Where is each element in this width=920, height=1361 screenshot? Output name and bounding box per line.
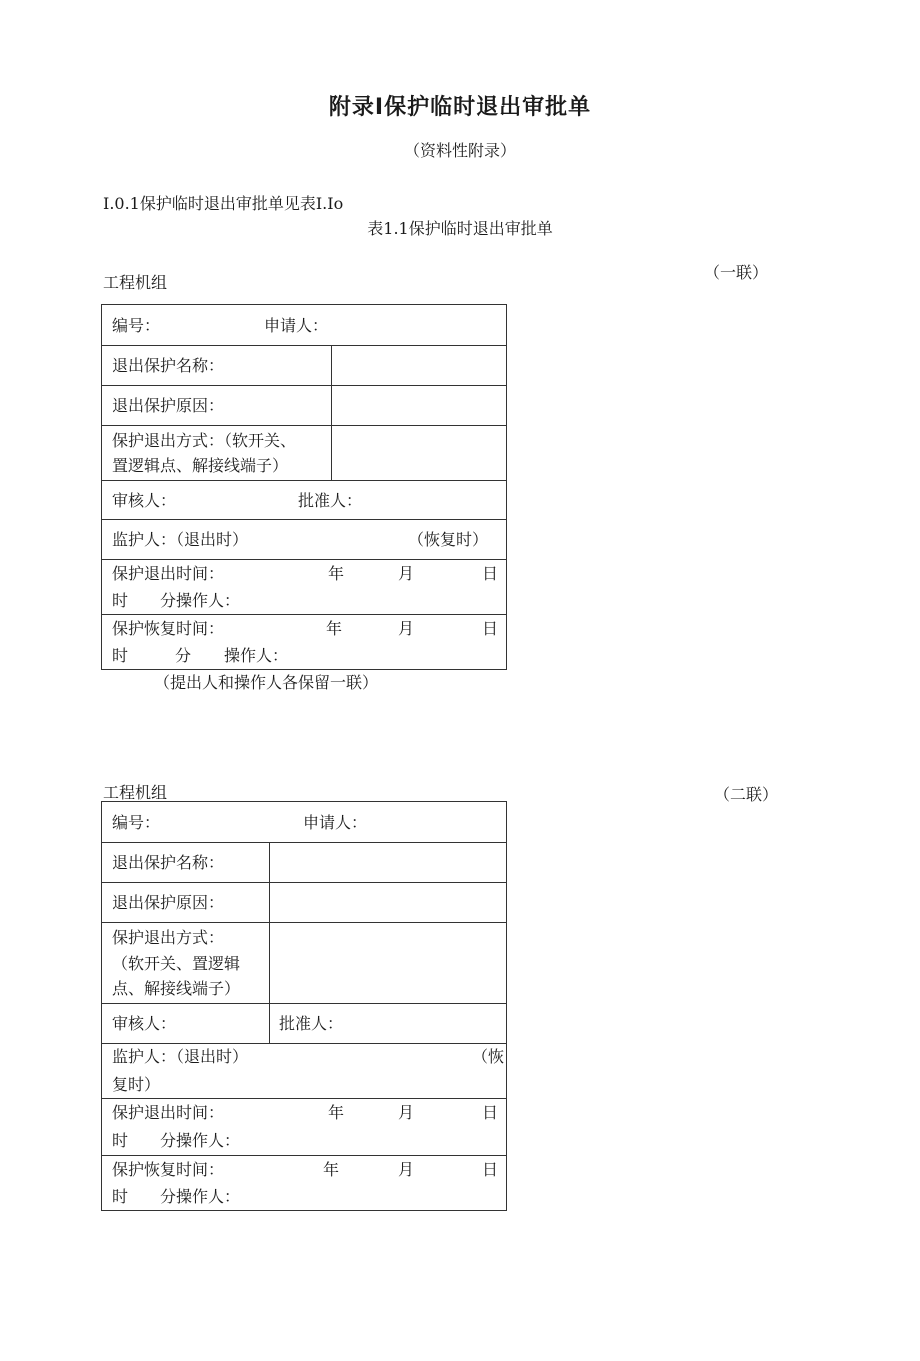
form1-row-reason [102,386,506,426]
form1-guardian-label: 监护人：（退出时） [112,530,249,549]
form1-exit-time-label: 保护退出时间： [112,564,225,583]
form2-exit-month: 月 [398,1103,415,1122]
form1-row-method [102,426,506,481]
form2-restore-year: 年 [323,1160,340,1179]
form2-protection-reason-value[interactable] [269,883,506,922]
form2-row-number [102,802,506,843]
form2-row-reason [102,883,506,923]
form2-applicant-label: 申请人： [303,813,368,832]
form2-number-label: 编号： [112,813,161,832]
form2-method-line3: 点、解接线端子） [112,979,241,998]
form2-approver-cell [269,1004,506,1043]
form2-restore-time-label: 保护恢复时间： [112,1160,225,1179]
form2-row-guardian [102,1044,506,1099]
form2-exit-time-line2: 时 分操作人： [112,1131,241,1150]
form1-method-line1: 保护退出方式：（软开关、 [112,431,297,450]
form2-copy-label: （二联） [714,785,779,804]
form2-exit-time-label: 保护退出时间： [112,1103,225,1122]
form2-guardian-label: 监护人：（退出时） [112,1047,249,1066]
copies-note: （提出人和操作人各保留一联） [154,673,379,692]
form1-protection-reason-value[interactable] [331,386,506,425]
form1-approver-label: 批准人： [298,491,363,510]
form1-restore-minute: 分 [175,646,192,665]
form1-row-review [102,481,506,520]
form2-row-restore-time [102,1156,506,1211]
form1-method-value[interactable] [331,426,506,480]
form1-exit-day: 日 [482,564,499,583]
form1-row-restore-time [102,615,506,670]
form1-restore-label: （恢复时） [408,530,489,549]
form1-restore-operator-label: 操作人： [224,646,289,665]
form1-restore-day: 日 [482,619,499,638]
form1-restore-year: 年 [326,619,343,638]
form2-row-name [102,843,506,883]
form2-restore-month: 月 [398,1160,415,1179]
form1-number-label: 编号： [112,316,161,335]
form1-protection-name-value[interactable] [331,346,506,385]
form2-unit-label: 工程机组 [103,783,168,802]
form2-approver-label: 批准人： [279,1014,344,1033]
form2-method-value[interactable] [269,923,506,1003]
form1-row-guardian [102,520,506,560]
form2-table [101,801,507,1211]
page-title: 附录I保护临时退出审批单 [328,95,592,120]
form2-exit-day: 日 [482,1103,499,1122]
form2-protection-name-label: 退出保护名称： [112,853,225,872]
form2-protection-reason-label: 退出保护原因： [112,893,225,912]
form2-exit-year: 年 [328,1103,345,1122]
form1-protection-reason-label: 退出保护原因： [112,396,225,415]
form1-protection-name-label: 退出保护名称： [112,356,225,375]
clause-text: I.0.1保护临时退出审批单见表I.Io [103,194,344,213]
form1-table [101,304,507,670]
form1-applicant-label: 申请人： [264,316,329,335]
form1-row-name [102,346,506,386]
form2-row-method [102,923,506,1004]
form2-restore-part1: （恢 [472,1047,505,1066]
form1-unit-label: 工程机组 [103,273,168,292]
form1-method-line2: 置逻辑点、解接线端子） [112,456,289,475]
form1-exit-year: 年 [328,564,345,583]
form1-row-number [102,305,506,346]
form2-restore-part2: 复时） [112,1075,161,1094]
form1-exit-time-line2: 时 分操作人： [112,591,241,610]
form1-restore-time-label: 保护恢复时间： [112,619,225,638]
form1-restore-month: 月 [398,619,415,638]
form1-copy-label: （一联） [704,263,769,282]
form1-exit-month: 月 [398,564,415,583]
form2-method-line1: 保护退出方式： [112,928,225,947]
form2-row-exit-time [102,1099,506,1156]
form1-reviewer-label: 审核人： [112,491,177,510]
appendix-type: （资料性附录） [403,141,516,160]
form2-restore-time-line2: 时 分操作人： [112,1187,241,1206]
form2-row-review [102,1004,506,1044]
form1-row-exit-time [102,560,506,615]
form2-protection-name-value[interactable] [269,843,506,882]
table-caption: 表1.1保护临时退出审批单 [367,219,553,238]
form2-restore-day: 日 [482,1160,499,1179]
form2-reviewer-label: 审核人： [112,1014,177,1033]
form1-restore-hour: 时 [112,646,129,665]
form2-method-line2: （软开关、置逻辑 [112,954,241,973]
